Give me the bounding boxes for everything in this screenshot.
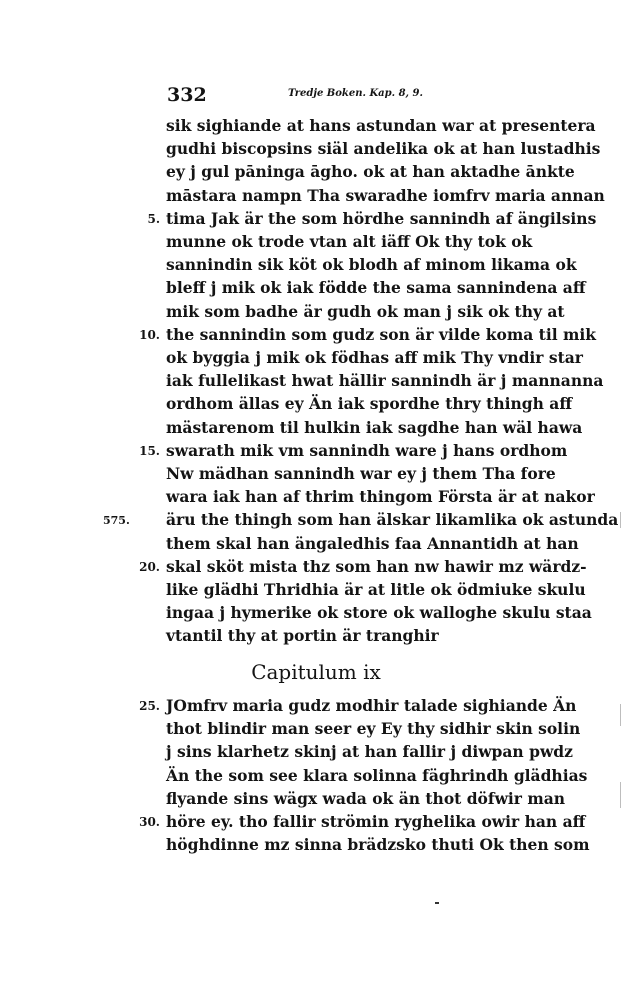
running-head: Tredje Boken. Kap. 8, 9. bbox=[288, 88, 423, 99]
line-number: 30. bbox=[139, 815, 160, 829]
text-line: ingaa j hymerike ok store ok walloghe skulu staa bbox=[166, 603, 592, 623]
line-number: 5. bbox=[147, 211, 160, 226]
page-header bbox=[0, 84, 632, 108]
text-line: them skal han ängaledhis faa Annantidh at han bbox=[166, 533, 579, 553]
text-line: ordhom ällas ey Än iak spordhe thry thingh aff bbox=[166, 394, 573, 414]
chapter-heading: Capitulum ix bbox=[251, 660, 381, 684]
line-number: 10. bbox=[139, 327, 160, 342]
text-line: äru the thingh som han älskar likamlika ok astunda bbox=[166, 510, 619, 530]
text-line: Än the som see klara solinna fäghrindh glädhias bbox=[166, 765, 588, 785]
text-line: mik som badhe är gudh ok man j sik ok thy at bbox=[166, 301, 565, 321]
margin-page-reference: 575. bbox=[103, 514, 130, 527]
text-line: vtantil thy at portin är tranghir bbox=[166, 626, 439, 646]
page-mark bbox=[435, 902, 439, 904]
text-line: munne ok trode vtan alt iäff Ok thy tok ok bbox=[166, 232, 533, 251]
text-line: the sannindin som gudz son är vilde koma til mik bbox=[166, 324, 597, 344]
margin-rule bbox=[620, 704, 621, 726]
text-line: tima Jak är the som hördhe sannindh af ängilsins bbox=[166, 208, 597, 228]
text-line: sannindin sik köt ok blodh af minom likama ok bbox=[166, 255, 577, 275]
text-line: iak fullelikast hwat hällir sannindh är j mannanna bbox=[166, 371, 604, 391]
text-line: bleff j mik ok iak födde the sama sannindena aff bbox=[166, 278, 586, 298]
text-line: höghdinne mz sinna brädzsko thuti Ok then som bbox=[166, 835, 590, 855]
margin-rule bbox=[620, 512, 621, 528]
page-number: 332 bbox=[167, 84, 207, 106]
text-line: swarath mik vm sannindh ware j hans ordhom bbox=[166, 440, 568, 460]
text-line: flyande sins wägx wada ok än thot döfwir man bbox=[166, 788, 566, 808]
text-line: wara iak han af thrim thingom Första är at nakor bbox=[166, 487, 595, 507]
text-line: ey j gul pāninga āgho. ok at han aktadhe ānkte bbox=[166, 162, 575, 182]
text-line: j sins klarhetz skinj at han fallir j diwpan pwdz bbox=[166, 742, 573, 762]
text-line: JOmfrv maria gudz modhir talade sighiande Än bbox=[166, 696, 577, 715]
line-number: 25. bbox=[139, 699, 160, 713]
text-line: gudhi biscopsins siäl andelika ok at han lustadhis bbox=[166, 139, 601, 159]
text-line: ok byggia j mik ok födhas aff mik Thy vndir star bbox=[166, 348, 583, 367]
text-line: māstara nampn Tha swaradhe iomfrv maria annan bbox=[166, 185, 605, 205]
text-line: like glädhi Thridhia är at litle ok ödmiuke skulu bbox=[166, 580, 586, 599]
text-line: höre ey. tho fallir strömin ryghelika owir han aff bbox=[166, 812, 586, 831]
text-line: sik sighiande at hans astundan war at presentera bbox=[166, 116, 596, 135]
line-number: 20. bbox=[139, 559, 160, 574]
line-number: 15. bbox=[139, 443, 160, 458]
text-line: skal sköt mista thz som han nw hawir mz wärdz- bbox=[166, 556, 587, 576]
text-line: Nw mädhan sannindh war ey j them Tha fore bbox=[166, 464, 556, 483]
text-line: mästarenom til hulkin iak sagdhe han wäl hawa bbox=[166, 417, 583, 437]
text-line: thot blindir man seer ey Ey thy sidhir skin solin bbox=[166, 719, 581, 739]
margin-rule bbox=[620, 782, 621, 808]
